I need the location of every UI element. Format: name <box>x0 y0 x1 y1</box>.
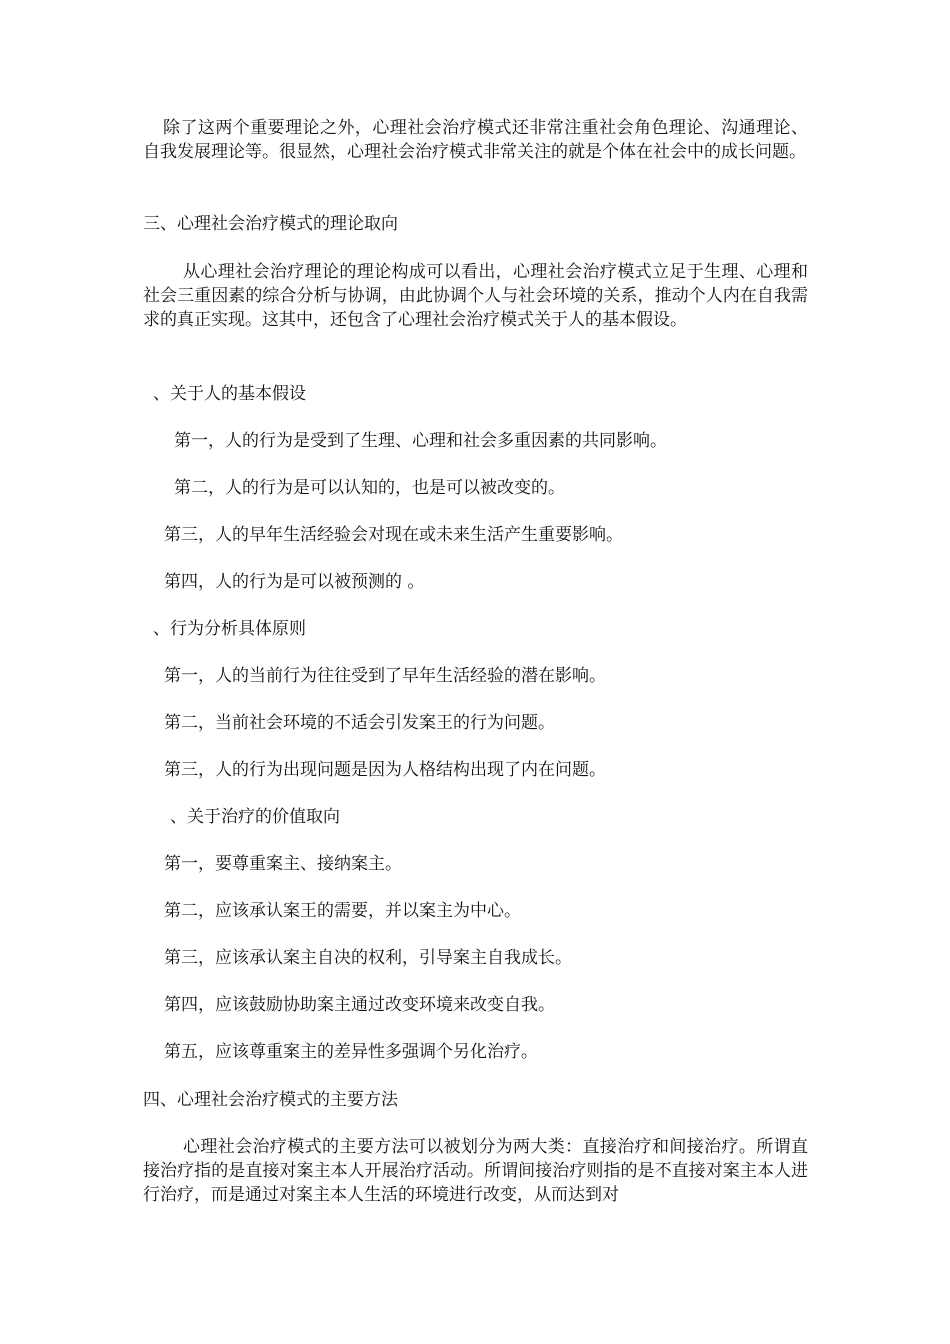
assumption-item: 第三，人的早年生活经验会对现在或未来生活产生重要影响。 <box>164 525 623 545</box>
values-subheading: 、关于治疗的价值取向 <box>170 807 340 827</box>
section-3-paragraph: 从心理社会治疗理论的理论构成可以看出，心理社会治疗模式立足于生理、心理和社会三重因素的综合分析与协调，由此协调个人与社会环境的关系，推动个人内在自我需求的真正实现。这其中，还包含了心理社会治疗模式关于人的基本假设。 <box>143 262 808 330</box>
assumption-item: 第一，人的行为是受到了生理、心理和社会多重因素的共同影响。 <box>174 431 667 451</box>
assumption-item: 第二，人的行为是可以认知的，也是可以被改变的。 <box>174 478 565 498</box>
intro-paragraph: 除了这两个重要理论之外，心理社会治疗模式还非常注重社会角色理论、沟通理论、自我发展理论等。很显然，心理社会治疗模式非常关注的就是个体在社会中的成长问题。 <box>143 118 808 162</box>
value-item: 第一，要尊重案主、接纳案主。 <box>164 854 402 874</box>
section-3-heading: 三、心理社会治疗模式的理论取向 <box>143 214 398 234</box>
principle-item: 第一，人的当前行为往往受到了早年生活经验的潜在影响。 <box>164 666 606 686</box>
value-item: 第三，应该承认案主自决的权利，引导案主自我成长。 <box>164 948 572 968</box>
principle-item: 第三，人的行为出现问题是因为人格结构出现了内在问题。 <box>164 760 606 780</box>
assumption-subheading: 、关于人的基本假设 <box>153 384 306 404</box>
section-4-paragraph: 心理社会治疗模式的主要方法可以被划分为两大类：直接治疗和间接治疗。所谓直接治疗指的是直接对案主本人开展治疗活动。所谓间接治疗则指的是不直接对案主本人进行治疗，而是通过对案主本人生活的环境进行改变，从而达到对 <box>143 1137 808 1205</box>
value-item: 第四，应该鼓励协助案主通过改变环境来改变自我。 <box>164 995 555 1015</box>
principles-subheading: 、行为分析具体原则 <box>153 619 306 639</box>
assumption-item: 第四，人的行为是可以被预测的 。 <box>164 572 425 592</box>
value-item: 第二，应该承认案王的需要，并以案主为中心。 <box>164 901 521 921</box>
value-item: 第五，应该尊重案主的差异性多强调个另化治疗。 <box>164 1042 538 1062</box>
section-4-heading: 四、心理社会治疗模式的主要方法 <box>143 1090 398 1110</box>
principle-item: 第二，当前社会环境的不适会引发案王的行为问题。 <box>164 713 555 733</box>
